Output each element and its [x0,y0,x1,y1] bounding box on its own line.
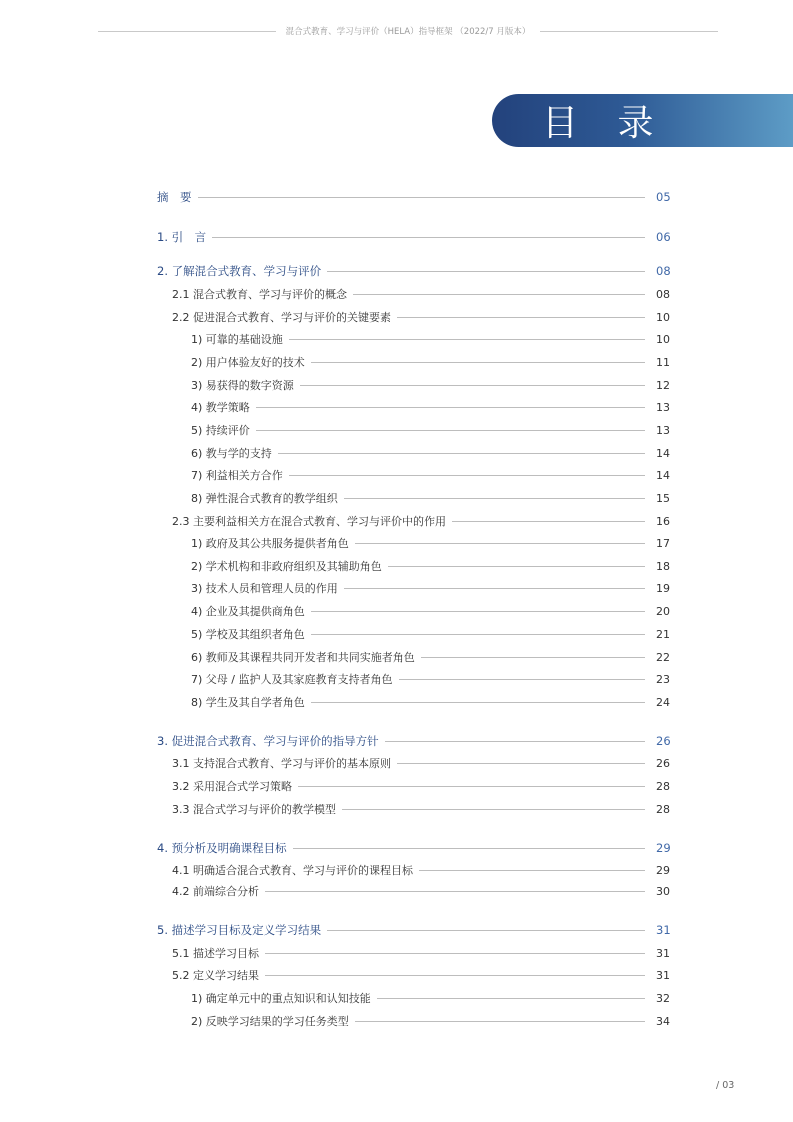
toc-entry-label: 1) 政府及其公共服务提供者角色 [191,537,349,550]
toc-entry-page: 10 [656,310,670,324]
toc-leader-line [256,407,645,408]
toc-leader-line [327,930,645,931]
toc-entry-page: 31 [656,946,670,960]
toc-entry-label: 3) 易获得的数字资源 [191,379,294,392]
toc-entry-label: 3) 技术人员和管理人员的作用 [191,582,338,595]
toc-leader-line [265,975,645,976]
toc-entry-label: 2) 用户体验友好的技术 [191,356,305,369]
toc-leader-line [278,453,645,454]
toc-entry[interactable] [172,514,670,528]
toc-entry-label: 2.2 促进混合式教育、学习与评价的关键要素 [172,311,391,324]
toc-leader-line [344,498,645,499]
toc-entry[interactable] [172,946,670,960]
toc-entry[interactable] [191,672,670,686]
toc-entry[interactable] [191,581,670,595]
toc-leader-line [399,679,646,680]
toc-entry-page: 05 [656,190,671,204]
toc-entry-label: 5.2 定义学习结果 [172,969,259,982]
toc-entry[interactable] [191,400,670,414]
toc-leader-line [298,786,645,787]
toc-entry-label: 4.1 明确适合混合式教育、学习与评价的课程目标 [172,864,413,877]
toc-entry-page: 06 [656,230,671,244]
toc-leader-line [385,741,645,742]
toc-entry-page: 22 [656,650,670,664]
toc-leader-line [397,317,645,318]
toc-leader-line [289,475,645,476]
toc-entry[interactable] [157,190,671,204]
toc-entry[interactable] [172,756,670,770]
toc-entry-label: 6) 教师及其课程共同开发者和共同实施者角色 [191,651,415,664]
toc-entry-label: 5) 学校及其组织者角色 [191,628,305,641]
toc-leader-line [353,294,645,295]
toc-entry-label: 3.1 支持混合式教育、学习与评价的基本原则 [172,757,391,770]
toc-entry-label: 7) 父母 / 监护人及其家庭教育支持者角色 [191,673,393,686]
toc-entry-label: 1) 确定单元中的重点知识和认知技能 [191,992,371,1005]
toc-entry[interactable] [172,802,670,816]
toc-entry[interactable] [191,627,670,641]
toc-entry-label: 6) 教与学的支持 [191,447,272,460]
toc-entry-page: 29 [656,841,671,855]
toc-entry-label: 8) 学生及其自学者角色 [191,696,305,709]
toc-entry[interactable] [191,991,670,1005]
toc-entry-label: 2.3 主要利益相关方在混合式教育、学习与评价中的作用 [172,515,446,528]
toc-entry-page: 19 [656,581,670,595]
toc-entry-label: 1) 可靠的基础设施 [191,333,283,346]
toc-entry-page: 31 [656,968,670,982]
toc-entry-page: 26 [656,734,671,748]
toc-entry[interactable] [172,863,670,877]
toc-entry-page: 26 [656,756,670,770]
toc-entry-label: 4) 企业及其提供商角色 [191,605,305,618]
toc-leader-line [355,1021,645,1022]
toc-leader-line [388,566,645,567]
toc-entry-label: 5. 描述学习目标及定义学习结果 [157,923,322,937]
toc-entry-page: 18 [656,559,670,573]
toc-entry[interactable] [172,287,670,301]
toc-entry-label: 摘 要 [157,190,192,204]
toc-entry-label: 4) 教学策略 [191,401,250,414]
toc-entry-label: 2. 了解混合式教育、学习与评价 [157,264,322,278]
toc-leader-line [342,809,645,810]
toc-entry-page: 28 [656,779,670,793]
toc-entry-page: 30 [656,884,670,898]
toc-entry-label: 5.1 描述学习目标 [172,947,259,960]
toc-leader-line [397,763,645,764]
header-rule-right [540,31,718,32]
toc-entry-label: 2) 学术机构和非政府组织及其辅助角色 [191,560,382,573]
toc-entry-page: 12 [656,378,670,392]
toc-entry-label: 3.2 采用混合式学习策略 [172,780,292,793]
page-number: / 03 [716,1080,735,1091]
toc-entry-page: 13 [656,423,670,437]
toc-leader-line [293,848,645,849]
toc-entry[interactable] [191,1014,670,1028]
toc-entry[interactable] [191,355,670,369]
toc-entry-label: 4. 预分析及明确课程目标 [157,841,287,855]
toc-entry[interactable] [191,650,670,664]
toc-entry-page: 28 [656,802,670,816]
toc-leader-line [265,891,645,892]
toc-entry-label: 5) 持续评价 [191,424,250,437]
toc-entry[interactable] [191,559,670,573]
toc-entry-page: 08 [656,264,671,278]
toc-leader-line [419,870,645,871]
toc-entry-page: 14 [656,446,670,460]
toc-entry[interactable] [191,695,670,709]
toc-leader-line [300,385,645,386]
toc-entry-page: 17 [656,536,670,550]
toc-entry[interactable] [191,332,670,346]
toc-entry-page: 15 [656,491,670,505]
toc-leader-line [256,430,645,431]
toc-entry-page: 34 [656,1014,670,1028]
toc-leader-line [344,588,645,589]
toc-entry-label: 8) 弹性混合式教育的教学组织 [191,492,338,505]
toc-leader-line [311,611,645,612]
toc-entry-page: 21 [656,627,670,641]
toc-leader-line [311,634,645,635]
toc-entry-page: 11 [656,355,670,369]
toc-leader-line [377,998,645,999]
toc-entry-label: 3.3 混合式学习与评价的教学模型 [172,803,336,816]
toc-entry[interactable] [191,604,670,618]
toc-entry[interactable] [157,230,671,244]
toc-leader-line [289,339,645,340]
toc-leader-line [311,702,645,703]
toc-entry-page: 32 [656,991,670,1005]
toc-entry[interactable] [172,310,670,324]
toc-entry[interactable] [157,264,671,278]
header-rule-left [98,31,276,32]
header-title: 混合式教育、学习与评价（HELA）指导框架 （2022/7 月版本） [285,27,531,37]
toc-entry-label: 4.2 前端综合分析 [172,885,259,898]
toc-entry[interactable] [191,446,670,460]
toc-entry-page: 16 [656,514,670,528]
toc-entry-label: 1. 引 言 [157,230,207,244]
toc-leader-line [355,543,645,544]
toc-entry-label: 2.1 混合式教育、学习与评价的概念 [172,288,347,301]
toc-entry[interactable] [157,841,671,855]
toc-leader-line [265,953,645,954]
toc-entry[interactable] [157,734,671,748]
toc-entry-label: 7) 利益相关方合作 [191,469,283,482]
toc-entry[interactable] [191,536,670,550]
toc-entry[interactable] [172,884,670,898]
toc-entry[interactable] [191,468,670,482]
toc-leader-line [327,271,645,272]
toc-leader-line [212,237,645,238]
toc-entry[interactable] [191,491,670,505]
toc-entry[interactable] [172,968,670,982]
toc-banner [492,94,793,147]
toc-entry-page: 31 [656,923,671,937]
toc-entry[interactable] [191,378,670,392]
toc-entry-page: 23 [656,672,670,686]
toc-entry-page: 14 [656,468,670,482]
running-header [98,22,718,40]
toc-leader-line [452,521,645,522]
toc-leader-line [311,362,645,363]
toc-entry-label: 2) 反映学习结果的学习任务类型 [191,1015,349,1028]
toc-entry[interactable] [191,423,670,437]
toc-leader-line [421,657,645,658]
toc-entry-page: 13 [656,400,670,414]
toc-entry[interactable] [157,923,671,937]
toc-leader-line [198,197,646,198]
toc-entry-page: 10 [656,332,670,346]
toc-entry-page: 29 [656,863,670,877]
toc-entry-label: 3. 促进混合式教育、学习与评价的指导方针 [157,734,379,748]
toc-entry-page: 24 [656,695,670,709]
toc-entry[interactable] [172,779,670,793]
toc-entry-page: 20 [656,604,670,618]
toc-title: 目 录 [542,103,668,144]
toc-entry-page: 08 [656,287,670,301]
